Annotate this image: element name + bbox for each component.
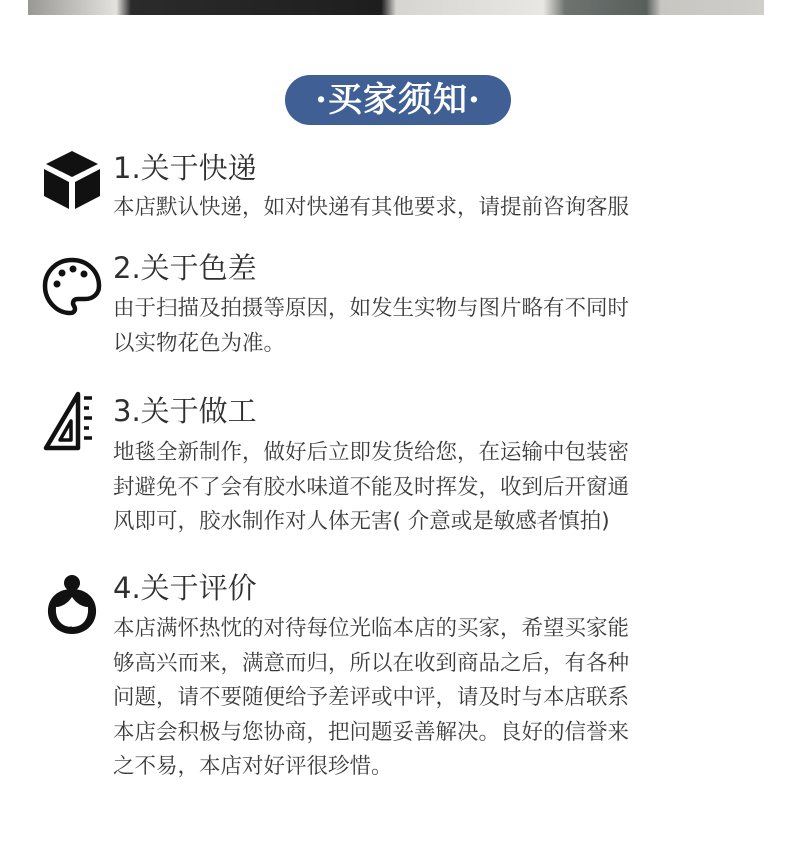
set-square-icon [40,390,104,454]
body-line: 够高兴而来，满意而归，所以在收到商品之后，有各种 [113,650,630,676]
body-line: 本店满怀热忱的对待每位光临本店的买家，希望买家能 [113,616,630,641]
section-heading: 3.关于做工 [113,394,257,428]
customer-service-icon [40,573,104,637]
section-shipping [40,150,760,230]
section-body [113,292,733,361]
section-color-difference [40,250,760,370]
page-title: ·买家须知· [285,75,511,125]
section-workmanship [40,393,760,543]
body-line: 由于扫描及拍摄等原因，如发生实物与图片略有不同时 [113,296,630,321]
body-line: 本店会积极与您协商，把问题妥善解决。良好的信誉来 [113,719,630,745]
body-line: 地毯全新制作，做好后立即发货给您，在运输中包装密 [113,440,630,465]
section-heading: 2.关于色差 [113,251,257,285]
package-icon [40,147,104,211]
section-body [113,612,733,785]
section-heading: 4.关于评价 [113,571,257,605]
body-line: 问题，请不要随便给予差评或中评，请及时与本店联系 [113,685,630,710]
body-line: 以实物花色为准。 [113,330,286,356]
section-heading: 1.关于快递 [113,151,257,185]
section-body [113,191,733,226]
product-photo-strip [28,0,764,15]
section-reviews [40,570,760,800]
body-line: 风即可，胶水制作对人体无害( 介意或是敏感者慎拍) [113,509,610,534]
body-line: 之不易，本店对好评很珍惜。 [113,754,393,779]
section-body [113,436,733,540]
body-line: 封避免不了会有胶水味道不能及时挥发，收到后开窗通 [113,474,630,500]
body-line: 本店默认快递，如对快递有其他要求，请提前咨询客服 [113,195,630,220]
palette-icon [40,254,104,318]
